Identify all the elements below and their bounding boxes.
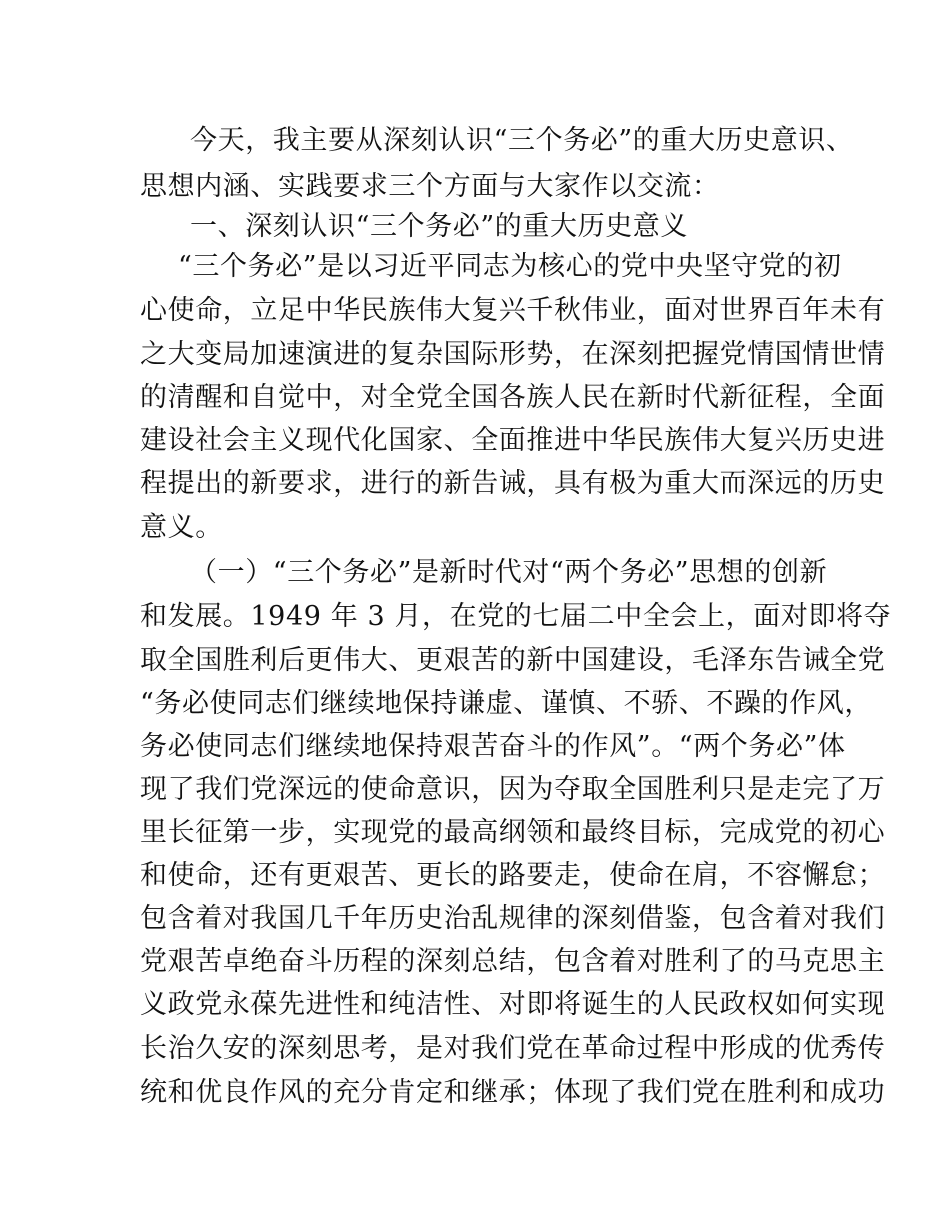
text-line: 务必使同志们继续地保持艰苦奋斗的作风”。“两个务必”体 — [140, 731, 846, 762]
text-line: 心使命，立足中华民族伟大复兴千秋伟业，面对世界百年未有 — [140, 295, 886, 326]
text-line: 和发展。1949 年 3 月，在党的七届二中全会上，面对即将夺 — [140, 601, 892, 632]
text-line: 里长征第一步，实现党的最高纲领和最终目标，完成党的初心 — [140, 817, 886, 848]
section-heading: 一、深刻认识“三个务必”的重大历史意义 — [190, 211, 689, 242]
text-line: “三个务必”是以习近平同志为核心的党中央坚守党的初 — [178, 251, 842, 282]
text-line: “务必使同志们继续地保持谦虚、谨慎、不骄、不躁的作风， — [140, 688, 873, 719]
text-line: 党艰苦卓绝奋斗历程的深刻总结，包含着对胜利了的马克思主 — [140, 946, 886, 977]
text-line: 意义。 — [140, 512, 223, 543]
text-line: 思想内涵、实践要求三个方面与大家作以交流： — [140, 171, 720, 202]
subsection-heading: （一）“三个务必”是新时代对“两个务必”思想的创新 — [190, 557, 828, 588]
text-line: 程提出的新要求，进行的新告诫，具有极为重大而深远的历史 — [140, 468, 886, 499]
text-line: 统和优良作风的充分肯定和继承；体现了我们党在胜利和成功 — [140, 1077, 886, 1108]
text-line: 和使命，还有更艰苦、更长的路要走，使命在肩，不容懈怠； — [140, 860, 886, 891]
text-line: 长治久安的深刻思考，是对我们党在革命过程中形成的优秀传 — [140, 1033, 886, 1064]
text-line: 现了我们党深远的使命意识，因为夺取全国胜利只是走完了万 — [140, 774, 886, 805]
text-line: 义政党永葆先进性和纯洁性、对即将诞生的人民政权如何实现 — [140, 989, 886, 1020]
text-line: 之大变局加速演进的复杂国际形势，在深刻把握党情国情世情 — [140, 339, 886, 370]
text-line: 取全国胜利后更伟大、更艰苦的新中国建设，毛泽东告诫全党 — [140, 645, 886, 676]
text-line: 的清醒和自觉中，对全党全国各族人民在新时代新征程，全面 — [140, 382, 886, 413]
text-line: 建设社会主义现代化国家、全面推进中华民族伟大复兴历史进 — [140, 425, 886, 456]
text-line: 今天，我主要从深刻认识“三个务必”的重大历史意识、 — [190, 125, 854, 156]
text-line: 包含着对我国几千年历史治乱规律的深刻借鉴，包含着对我们 — [140, 903, 886, 934]
